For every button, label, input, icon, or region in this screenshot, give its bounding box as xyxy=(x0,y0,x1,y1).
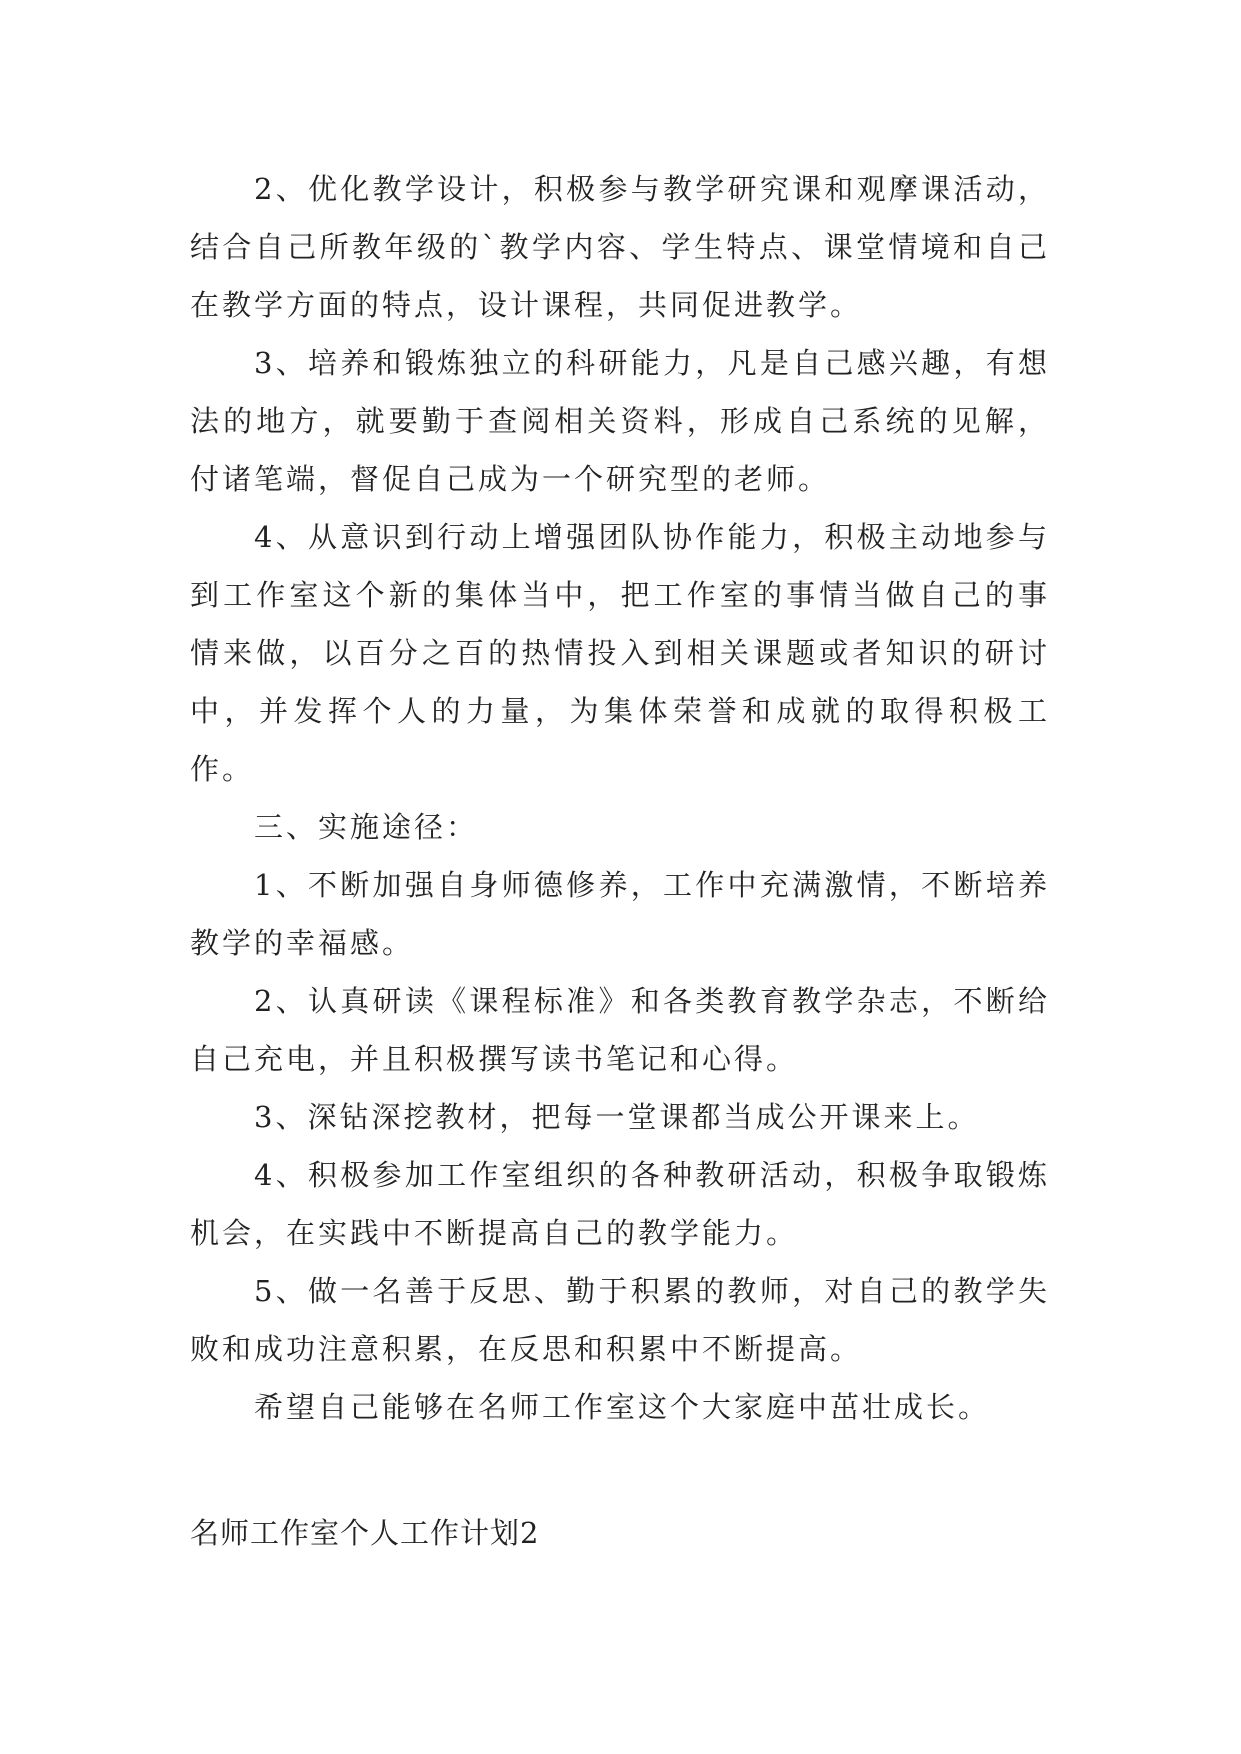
paragraph-closing-wish: 希望自己能够在名师工作室这个大家庭中茁壮成长。 xyxy=(254,1390,991,1424)
paragraph-item-2-reading: 2、认真研读《课程标准》和各类教育教学杂志，不断给自己充电，并且积极撰写读书笔记和心得。 xyxy=(190,984,1050,1076)
paragraph-item-2-teaching-design: 2、优化教学设计，积极参与教学研究课和观摩课活动，结合自己所教年级的`教学内容、学生特点、课堂情境和自己在教学方面的特点，设计课程，共同促进教学。 xyxy=(190,172,1050,322)
paragraph-item-4-activities: 4、积极参加工作室组织的各种教研活动，积极争取锻炼机会，在实践中不断提高自己的教学能力。 xyxy=(190,1158,1050,1250)
section-heading-implementation: 三、实施途径： xyxy=(254,810,479,844)
section-title-plan-2: 名师工作室个人工作计划2 xyxy=(190,1516,540,1550)
paragraph-item-3-textbook: 3、深钻深挖教材，把每一堂课都当成公开课来上。 xyxy=(254,1100,980,1134)
paragraph-item-1-ethics: 1、不断加强自身师德修养，工作中充满激情，不断培养教学的幸福感。 xyxy=(190,868,1050,960)
paragraph-item-4-teamwork: 4、从意识到行动上增强团队协作能力，积极主动地参与到工作室这个新的集体当中，把工作室的事情当做自己的事情来做，以百分之百的热情投入到相关课题或者知识的研讨中，并发挥个人的力量，为集体荣誉和成就的取得积极工作。 xyxy=(190,520,1050,786)
paragraph-item-5-reflection: 5、做一名善于反思、勤于积累的教师，对自己的教学失败和成功注意积累，在反思和积累中不断提高。 xyxy=(190,1274,1050,1366)
document-body xyxy=(190,160,1050,1436)
paragraph-item-3-research-ability: 3、培养和锻炼独立的科研能力，凡是自己感兴趣，有想法的地方，就要勤于查阅相关资料，形成自己系统的见解，付诸笔端，督促自己成为一个研究型的老师。 xyxy=(190,346,1050,496)
